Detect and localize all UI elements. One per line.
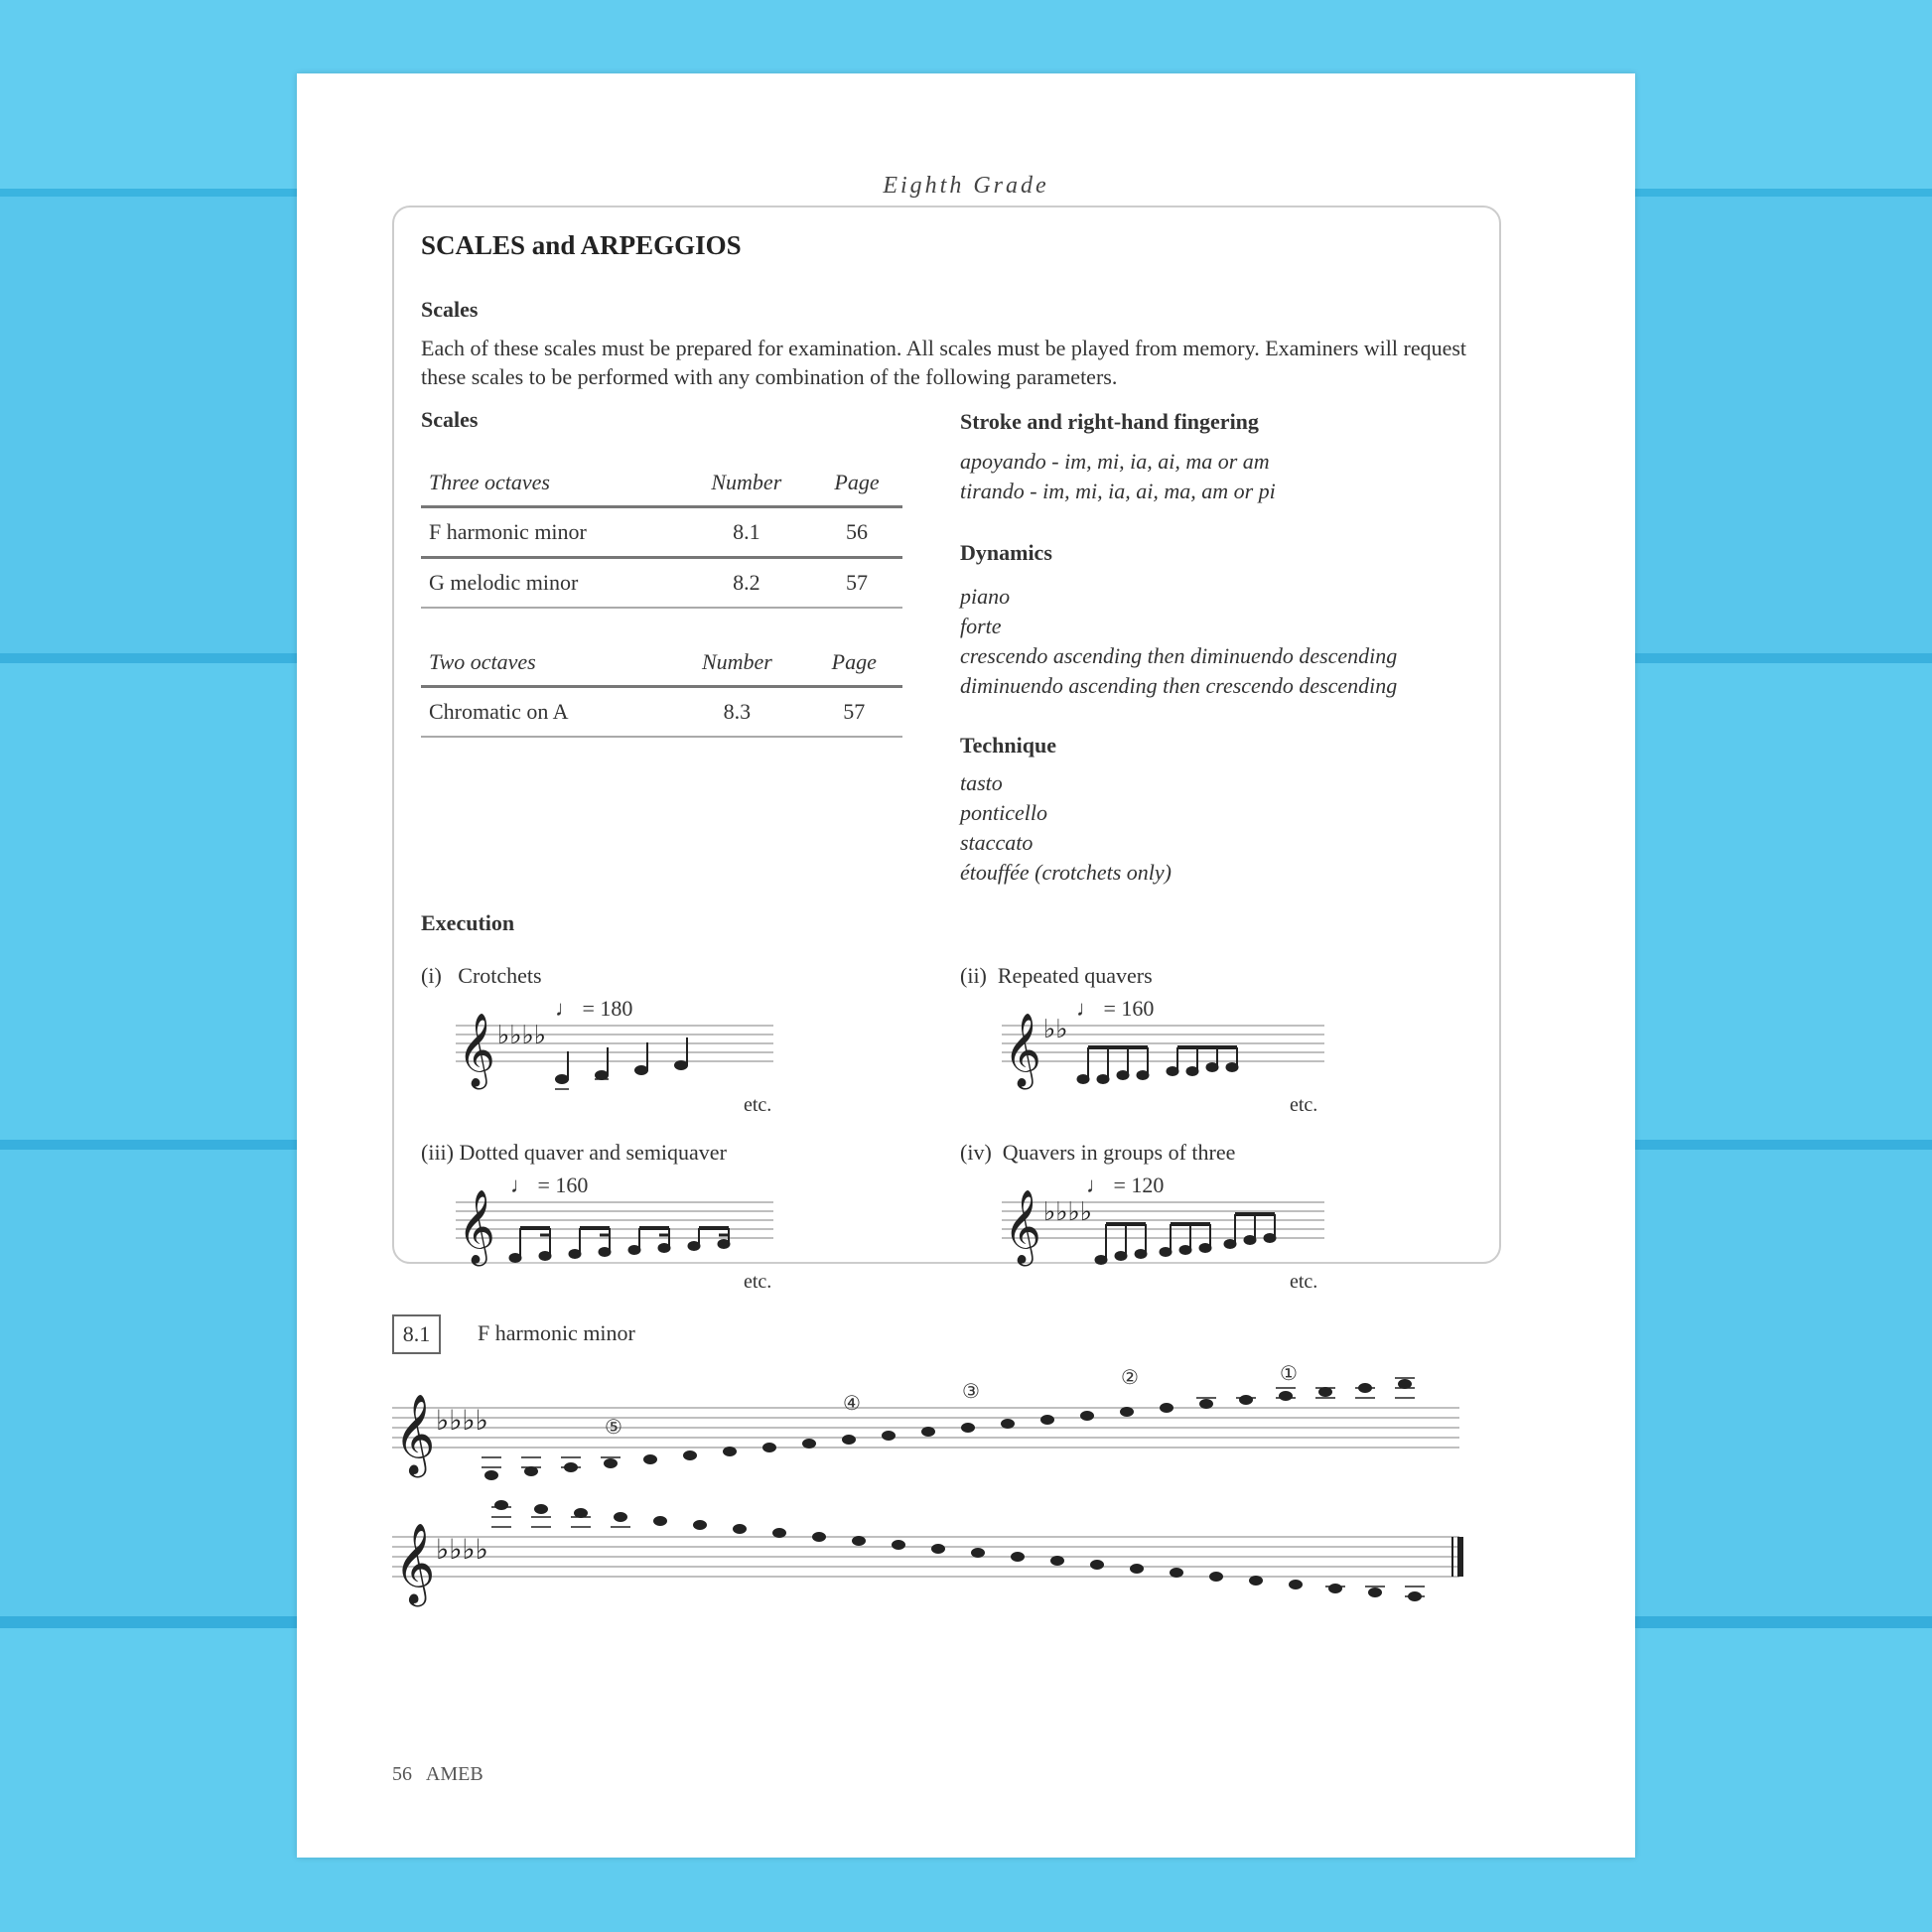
technique-line: étouffée (crotchets only) <box>960 860 1172 885</box>
music-staff-crotchets <box>456 992 793 1121</box>
notes <box>509 1228 730 1263</box>
dynamics-line: diminuendo ascending then crescendo descending <box>960 673 1398 698</box>
notes <box>1095 1214 1276 1265</box>
ledger-lines <box>491 1507 1425 1596</box>
scale-page: 56 <box>811 507 902 558</box>
string-number-1: ① <box>1280 1364 1298 1385</box>
dynamics-heading: Dynamics <box>960 540 1052 565</box>
table-header: Page <box>806 635 902 687</box>
three-octaves-table <box>421 456 902 609</box>
notes <box>484 1379 1412 1480</box>
table-header: Three octaves <box>421 456 682 507</box>
stroke-line: apoyando - im, mi, ia, ai, ma or am <box>960 449 1270 474</box>
scale-page: 57 <box>811 558 902 609</box>
execution-label: (iii) Dotted quaver and semiquaver <box>421 1140 727 1165</box>
scale-name: Chromatic on A <box>421 687 668 738</box>
flat-icon: ♭♭ <box>1043 1015 1068 1043</box>
execution-label: (i) Crotchets <box>421 963 542 988</box>
dynamics-line: crescendo ascending then diminuendo descending <box>960 643 1398 668</box>
scale-name: G melodic minor <box>421 558 682 609</box>
scales-intro: Each of these scales must be prepared for examination. All scales must be played from memory. Examiners will request these scales to be performed with any combination of the following parameters. <box>421 336 1467 389</box>
stroke-line: tirando - im, mi, ia, ai, ma, am or pi <box>960 479 1276 503</box>
technique-line: ponticello <box>960 800 1047 825</box>
two-octaves-table <box>421 635 902 738</box>
treble-clef-icon: 𝄞 <box>458 1191 495 1262</box>
section-title: SCALES and ARPEGGIOS <box>421 230 742 260</box>
treble-clef-icon: 𝄞 <box>394 1526 436 1602</box>
scales-heading: Scales <box>421 297 479 322</box>
scale-title: F harmonic minor <box>478 1320 635 1345</box>
etc-label: etc. <box>744 1271 772 1293</box>
music-staff-dotted-quaver <box>456 1169 793 1298</box>
table-header: Number <box>668 635 805 687</box>
stroke-section <box>960 407 1476 506</box>
technique-section <box>960 731 1476 888</box>
string-number-5: ⑤ <box>605 1417 622 1439</box>
treble-clef-icon: 𝄞 <box>1004 1015 1041 1085</box>
string-number-4: ④ <box>843 1393 861 1415</box>
treble-clef-icon: 𝄞 <box>458 1015 495 1085</box>
music-staff-f-harmonic-minor-descending <box>392 1493 1524 1632</box>
treble-clef-icon: 𝄞 <box>394 1397 436 1473</box>
table-row <box>421 687 902 738</box>
table-row <box>421 558 902 609</box>
page-footer: 56 AMEB <box>392 1763 483 1785</box>
stroke-heading: Stroke and right-hand fingering <box>960 409 1259 434</box>
table-header: Page <box>811 456 902 507</box>
tempo-marking: ♩ = 160 <box>1076 996 1155 1021</box>
etc-label: etc. <box>1290 1271 1318 1293</box>
flat-icon: ♭♭♭♭ <box>436 1535 488 1566</box>
etc-label: etc. <box>744 1094 772 1116</box>
music-staff-groups-of-three <box>1002 1169 1339 1298</box>
dynamics-section <box>960 538 1476 701</box>
running-head: Eighth Grade <box>883 173 1049 199</box>
scale-number: 8.3 <box>668 687 805 738</box>
dynamics-line: piano <box>960 584 1011 609</box>
string-number-3: ③ <box>962 1381 980 1403</box>
music-staff-repeated-quavers <box>1002 992 1339 1121</box>
table-header: Two octaves <box>421 635 668 687</box>
flat-icon: ♭♭♭♭ <box>436 1406 488 1437</box>
notes <box>494 1500 1422 1601</box>
tempo-marking: ♩ = 180 <box>555 996 633 1021</box>
document-page <box>297 73 1635 1858</box>
table-row <box>421 507 902 558</box>
scale-number-box: 8.1 <box>392 1314 441 1354</box>
scale-page: 57 <box>806 687 902 738</box>
scale-number: 8.1 <box>682 507 811 558</box>
execution-label: (ii) Repeated quavers <box>960 963 1153 988</box>
scales-table-heading: Scales <box>421 407 479 432</box>
technique-line: tasto <box>960 770 1003 795</box>
music-staff-f-harmonic-minor-ascending <box>392 1364 1524 1503</box>
tempo-marking: ♩ = 160 <box>510 1173 589 1197</box>
execution-heading: Execution <box>421 910 515 935</box>
flat-icon: ♭♭♭♭ <box>497 1021 547 1049</box>
string-number-2: ② <box>1121 1367 1139 1389</box>
technique-line: staccato <box>960 830 1034 855</box>
execution-label: (iv) Quavers in groups of three <box>960 1140 1236 1165</box>
technique-heading: Technique <box>960 733 1057 758</box>
tempo-marking: ♩ = 120 <box>1086 1173 1165 1197</box>
flat-icon: ♭♭♭♭ <box>1043 1197 1093 1226</box>
scale-number: 8.2 <box>682 558 811 609</box>
etc-label: etc. <box>1290 1094 1318 1116</box>
notes <box>555 1037 688 1089</box>
scale-name: F harmonic minor <box>421 507 682 558</box>
treble-clef-icon: 𝄞 <box>1004 1191 1041 1262</box>
table-header: Number <box>682 456 811 507</box>
dynamics-line: forte <box>960 614 1002 638</box>
